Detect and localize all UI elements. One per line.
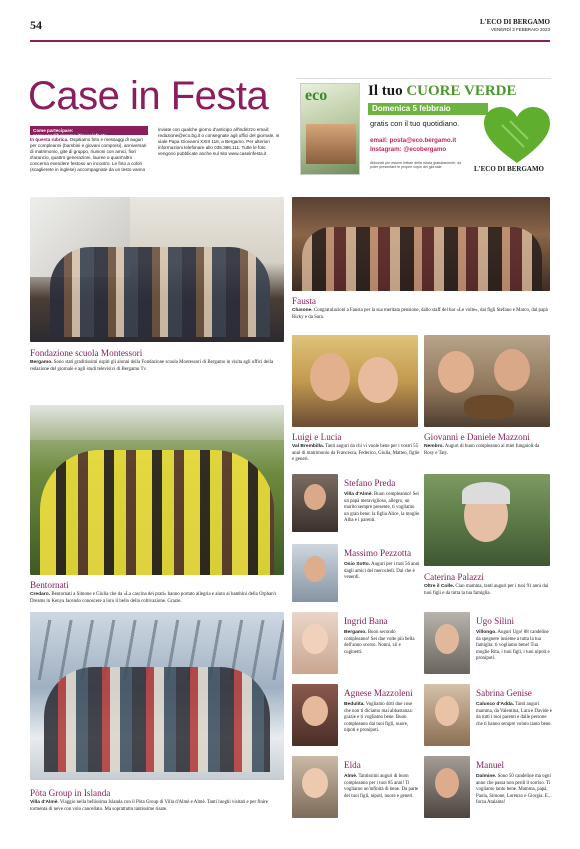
photo-caterina-hair [462,482,510,504]
photo-agnese-face [302,696,328,726]
text-bentornati [30,592,285,605]
text-sabrina [476,702,552,728]
intro-banner[interactable]: Come partecipare: www.ecodibergamo.it/caseinfesta [30,126,148,135]
photo-fausta [292,197,550,291]
photo-mushrooms [464,395,514,419]
photo-manuel [424,756,470,818]
ad-title-prefix: Il tuo [368,83,407,99]
photo-ugo [424,612,470,674]
text-elda [344,774,420,800]
place-ugo: Villongo. [476,630,497,635]
photo-luigi-lucia [292,335,418,427]
ad-title [368,83,517,100]
body-ingrid: Buon secondo compleanno! Sei due volte più bella dell'anno scorso. Nonni, zii e cuginetti. [344,630,415,655]
photo-ingrid [292,612,338,674]
title-luigi-lucia: Luigi e Lucia [292,432,342,442]
body-bentornati: Bentornati a Simone e Giulia che da «La cascina dei prati» hanno portato allegria e aiuto ai bambini della Orphan's Dreams in Kenya facendo conoscere a loro il bello della coltivazione. Grazie. [30,592,277,604]
intro-col1 [30,137,148,173]
place-pota: Villa d'Almè. [30,800,59,805]
ad-email[interactable]: email: posta@eco.bergamo.it [370,137,457,144]
photo-sabrina [424,684,470,746]
title-giovanni-daniele: Giovanni e Daniele Mazzoni [424,432,530,442]
header-date: VENERDÌ 3 FEBBRAIO 2023 [490,27,550,32]
photo-bentornati-people [40,450,274,575]
photo-caterina [424,474,550,566]
ad-line2: gratis con il tuo quotidiano. [370,119,460,128]
body-luigi: Tanti auguri da chi vi vuole bene per i vostri 55 anni di matrimonio da Francesca, Federico, Giulia, Matteo, figlie e generi. [292,444,420,463]
body-massimo: Auguri per i tuoi 56 anni dagli amici del mercoledì. Dai che è venerdì. [344,562,420,581]
section-title: Case in Festa [28,74,269,118]
photo-fausta-group [302,227,542,291]
photo-montessori-group [50,247,270,337]
body-elda: Tantissimi auguri di buon compleanno per i tuoi 85 anni! Ti vogliamo un'infinità di bene. Da parte dei tuoi figli, nipoti, nuore e generi. [344,774,419,799]
place-caterina: Oltre il Colle. [424,584,455,589]
body-stefano: Buon compleanno! Sei un papà meraviglioso, allegro, un marito sempre presente, ti vogliamo un gran bene: la figlia Alice, la moglie Alba e i parenti. [344,492,420,524]
title-caterina: Caterina Palazzi [424,572,484,582]
place-agnese: Bedulita. [344,702,365,707]
place-massimo: Osio Sotto. [344,562,371,567]
ad-cover-photo [306,124,356,164]
text-giovanni-daniele [424,444,550,457]
photo-manuel-face [435,768,459,798]
title-fausta: Fausta [292,296,316,306]
title-stefano: Stefano Preda [344,478,396,488]
title-pota-group: Pòta Group in Islanda [30,788,111,798]
photo-elda [292,756,338,818]
text-agnese [344,702,420,735]
title-bentornati: Bentornati [30,580,69,590]
intro-col1-text: Ospitiamo foto e messaggi di auguri per compleanni (bambini e giovani compresi), anniversari di matrimonio, gite di gruppo, riunioni con amici, fiori d'arancio, quattro generazioni, lauree e quant'altro concerna evendere festoso un incontro. Le foto a colori (scaglierete in inglese) accompagnate da un testo vanno [30,137,147,172]
photo-bentornati [30,405,284,575]
text-fausta [292,308,550,321]
text-ingrid [344,630,420,656]
photo-lucia-face [358,357,398,403]
place-manuel: Dalmine. [476,774,497,779]
photo-massimo [292,544,338,602]
body-ugo: Auguri Ugo! 88 candeline da spegnere insieme a tutta la tua famiglia: ti vogliamo bene! Tua moglie Rita, i tuoi figli, i tuoi nipoti e pronipoti. [476,630,550,662]
ad-magazine-cover [300,83,360,175]
body-caterina: Ciao mamma, tanti auguri per i tuoi 91 anni dai tuoi figli e da tutta la tua famiglia. [424,584,549,596]
photo-massimo-face [304,556,326,582]
header-rule [30,40,550,42]
body-pota: Viaggio nella bellissima Islanda con il Pòta Group di Villa d'Almè e Almè. Tanti luoghi visitati e per finire tormenta di neve con volo cancellato. Ma soprattutto tantissime risate. [30,800,268,812]
ad-subtitle: Domenica 5 febbraio [368,103,488,115]
ad-brand: L'ECO DI BERGAMO [474,165,545,173]
ad-cover-logo: eco [305,87,328,104]
photo-ugo-face [435,624,459,654]
photo-montessori [30,197,284,342]
place-ingrid: Bergamo. [344,630,367,635]
place-giovanni: Nembro. [424,444,444,449]
title-montessori: Fondazione scuola Montessori [30,348,143,358]
text-luigi-lucia [292,444,420,464]
intro-col2: inviate con qualche giorno d'anticipo all'indirizzo email: redazione@eco.bg.it o consegnate agli uffici del giornale, in viale Papa Giovanni XXIII 118, a Bergamo. Per ulteriori informazioni telefonare allo 035.386.111. Tutte le foto vengono pubblicate anche sul sito www.caseinfesta.it [158,127,280,156]
place-sabrina: Calusco d'Adda. [476,702,515,707]
title-elda: Elda [344,760,361,770]
masthead: L'ECO DI BERGAMO [479,18,550,26]
ad-title-highlight: CUORE VERDE [406,83,517,99]
photo-sabrina-face [435,696,459,726]
title-sabrina: Sabrina Genise [476,688,532,698]
place-montessori: Bergamo. [30,360,53,365]
photo-stefano-face [304,484,326,510]
body-agnese: Vogliamo dirti due cose che non ti diciamo mai abbastanza: grazie e ti vogliamo bene. Buon compleanno dai tuoi figli, nuore, nipoti e pronipoti. [344,702,413,734]
text-montessori [30,360,285,373]
ad-instagram[interactable]: Instagram: @ecobergamo [370,146,447,153]
body-sabrina: Tanti auguri mamma, da Valentina, Lara e Davide e da tutti i tuoi parenti e dalle persone che ti hanno sempre voluto tanto bene. [476,702,552,727]
body-montessori: Sono stati graditissimi ospiti gli alunni della Fondazione scuola Montessori di Bergamo in visita agli uffici della redazione del giornale e agli studi televisivi di Bergamo Tv. [30,360,274,372]
title-ugo: Ugo Silini [476,616,515,626]
place-elda: Almè. [344,774,358,779]
photo-pota-people [44,667,270,772]
photo-giovanni-face [438,351,474,393]
text-ugo [476,630,552,663]
photo-daniele-face [494,349,530,391]
text-massimo [344,562,420,582]
photo-ingrid-face [302,624,328,654]
intro-lead: In questa rubrica. [30,137,69,142]
photo-bentornati-sky [30,405,284,440]
body-giovanni: Auguri di buon compleanno ai miei fungaioli da Rosy e Taty. [424,444,540,456]
place-bentornati: Credaro. [30,592,51,597]
photo-agnese [292,684,338,746]
title-agnese: Agnese Mazzoleni [344,688,413,698]
title-ingrid: Ingrid Bana [344,616,388,626]
body-fausta: Congratulazioni a Fausta per la sua meritata pensione, dallo staff del bar «Le volte», dai figli Stefano e Marco, dal papà Ricky e da Sara. [292,308,548,320]
photo-luigi-face [310,353,350,401]
title-manuel: Manuel [476,760,505,770]
text-pota-group [30,800,285,813]
photo-giovanni-daniele [424,335,550,427]
place-stefano: Villa d'Almè. [344,492,373,497]
place-luigi: Val Brembilla. [292,444,325,449]
place-fausta: Clusone. [292,308,313,313]
promo-ad[interactable] [296,78,551,178]
text-caterina [424,584,550,597]
text-stefano [344,492,420,525]
page-number: 54 [30,18,42,32]
photo-stefano [292,474,338,532]
title-massimo: Massimo Pezzotta [344,548,412,558]
text-manuel [476,774,552,807]
heart-icon [484,107,550,165]
ad-footer: Abbonati per essere lettore della rivista gratuitamente, da poter presentare le proprie copie del giornale. [370,161,462,170]
photo-pota-group [30,612,284,780]
body-manuel: Sono 50 candeline ma ogni anno che passa non perdi il sorriso. Ti vogliamo tanto bene. Mamma, papà, Paola, Simone, Lorenzo e Giorgia. E... forza Atalanta! [476,774,552,806]
photo-elda-face [302,768,328,798]
